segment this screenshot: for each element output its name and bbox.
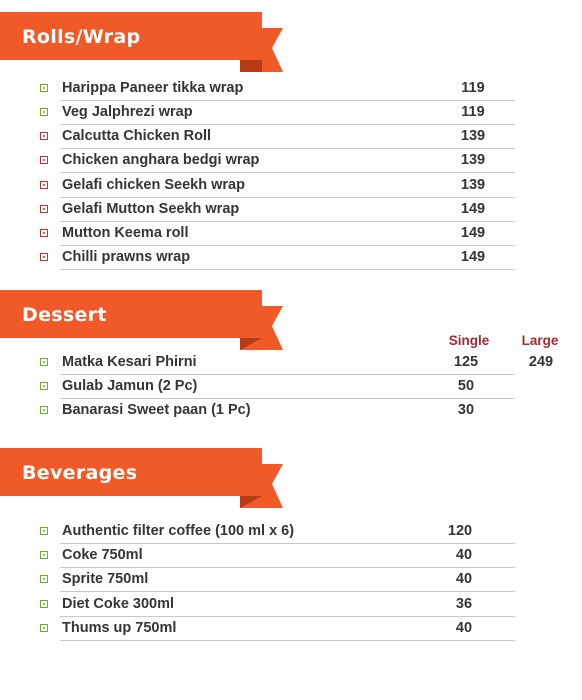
veg-icon xyxy=(40,84,48,92)
menu-item xyxy=(0,375,582,399)
menu-item xyxy=(0,568,582,592)
item-name: Coke 750ml xyxy=(62,547,143,563)
item-price: 40 xyxy=(455,547,473,563)
item-price-single: 50 xyxy=(457,378,475,394)
item-name: Harippa Paneer tikka wrap xyxy=(62,80,244,96)
item-name: Chilli prawns wrap xyxy=(62,249,191,265)
item-price-large: 249 xyxy=(528,354,554,370)
item-price: 40 xyxy=(455,620,473,636)
row-divider xyxy=(60,640,515,641)
item-name: Gelafi chicken Seekh wrap xyxy=(62,177,245,193)
menu-item xyxy=(0,544,582,568)
menu-item xyxy=(0,198,582,222)
item-name: Gelafi Mutton Seekh wrap xyxy=(62,201,240,217)
veg-icon xyxy=(40,382,48,390)
item-name: Banarasi Sweet paan (1 Pc) xyxy=(62,402,251,418)
menu-item xyxy=(0,593,582,617)
nonveg-icon xyxy=(40,181,48,189)
veg-icon xyxy=(40,600,48,608)
veg-icon xyxy=(40,108,48,116)
menu-item xyxy=(0,125,582,149)
item-price: 149 xyxy=(460,225,486,241)
section-title: Dessert xyxy=(22,304,107,326)
menu-item xyxy=(0,174,582,198)
item-name: Veg Jalphrezi wrap xyxy=(62,104,193,120)
menu-item xyxy=(0,246,582,270)
item-price: 119 xyxy=(461,104,485,120)
item-price-single: 125 xyxy=(453,354,479,370)
item-price-single: 30 xyxy=(457,402,475,418)
item-name: Authentic filter coffee (100 ml x 6) xyxy=(62,523,295,539)
item-price: 120 xyxy=(447,523,473,539)
veg-icon xyxy=(40,575,48,583)
item-name: Thums up 750ml xyxy=(62,620,177,636)
section-ribbon xyxy=(0,12,285,72)
item-name: Calcutta Chicken Roll xyxy=(62,128,212,144)
section-ribbon xyxy=(0,448,285,508)
nonveg-icon xyxy=(40,132,48,140)
item-name: Sprite 750ml xyxy=(62,571,149,587)
column-header-single: Single xyxy=(448,333,490,348)
menu-item xyxy=(0,77,582,101)
section-title: Beverages xyxy=(22,462,138,484)
section-ribbon xyxy=(0,290,285,350)
item-price: 36 xyxy=(455,596,473,612)
row-divider xyxy=(60,172,515,173)
menu-item xyxy=(0,101,582,125)
menu-item xyxy=(0,617,582,641)
item-name: Chicken anghara bedgi wrap xyxy=(62,152,260,168)
veg-icon xyxy=(40,624,48,632)
nonveg-icon xyxy=(40,253,48,261)
item-price: 119 xyxy=(461,80,485,96)
menu-item xyxy=(0,222,582,246)
item-price: 149 xyxy=(460,249,486,265)
item-price: 139 xyxy=(460,177,486,193)
menu-item xyxy=(0,520,582,544)
menu-item xyxy=(0,149,582,173)
row-divider xyxy=(60,269,515,270)
item-name: Mutton Keema roll xyxy=(62,225,189,241)
section-title: Rolls/Wrap xyxy=(22,26,141,48)
item-price: 40 xyxy=(455,571,473,587)
veg-icon xyxy=(40,358,48,366)
menu-item xyxy=(0,351,582,375)
nonveg-icon xyxy=(40,205,48,213)
item-price: 149 xyxy=(460,201,486,217)
item-name: Gulab Jamun (2 Pc) xyxy=(62,378,198,394)
item-price: 139 xyxy=(460,128,486,144)
item-name: Matka Kesari Phirni xyxy=(62,354,197,370)
column-header-large: Large xyxy=(521,333,559,348)
veg-icon xyxy=(40,406,48,414)
nonveg-icon xyxy=(40,156,48,164)
veg-icon xyxy=(40,527,48,535)
item-price: 139 xyxy=(460,152,486,168)
row-divider xyxy=(60,591,515,592)
nonveg-icon xyxy=(40,229,48,237)
item-name: Diet Coke 300ml xyxy=(62,596,175,612)
menu-item xyxy=(0,399,582,423)
veg-icon xyxy=(40,551,48,559)
